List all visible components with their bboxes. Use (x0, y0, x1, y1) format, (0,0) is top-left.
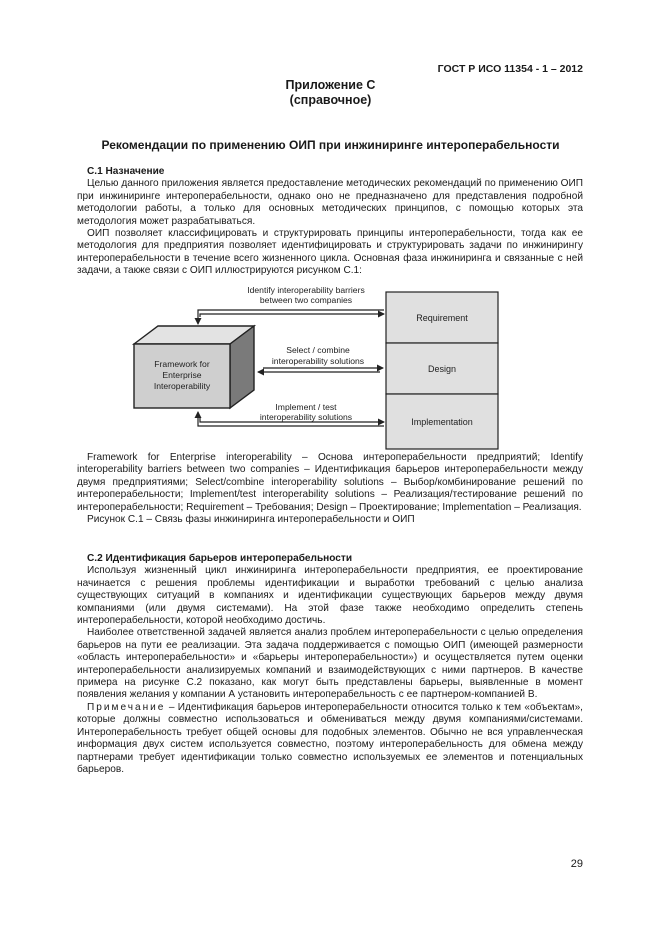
section-c2 (77, 553, 583, 776)
cube-label-line-2: Enterprise (162, 370, 202, 380)
arrow-identify-line-2: between two companies (259, 295, 353, 305)
cube-label-line-1: Framework for (154, 359, 210, 369)
c1-paragraph-1: Целью данного приложения является предоставление методических рекомендаций по применению ОИП при инжиниринге интероперабельности, однако оно не предназначено для представления подробной методологии работы, а только для основных методических принципов, с помощью которых эта методология может разрабатываться. (77, 178, 583, 227)
c2-heading: С.2 Идентификация барьеров интероперабельности (87, 553, 353, 564)
figure-legend: Framework for Enterprise interoperability – Основа интероперабельности предприятий; Identify interoperability barriers between two companies – Идентификация барьеров интероперабельности между двумя предприятиями; Select/combine interoperability solutions – Выбор/комбинирование решений по интероперабельности; Implement/test interoperability solutions – Реализация/тестирование решений по интероперабельности; Requirement – Требования; Design – Проектирование; Implementation – Реализация. (77, 452, 583, 513)
c2-paragraph-2: Наиболее ответственной задачей является анализ проблем интероперабельности с целью определения барьеров на пути ее реализации. Эта задача поддерживается с помощью ОИП (имеющей размерности «область интероперабельности» и «барьеры интероперабельности») и осуществляется путем оценки интероперабельности анализируемых компаний и взаимодействующих с ними партнеров. В качестве примера на рисунке С.2 показано, как могут быть представлены барьеры, выявленные в момент появления желания у компании А установить интероперабельность с ее партнером-компанией В. (77, 627, 583, 701)
page-number: 29 (570, 858, 583, 870)
phase-implementation-label: Implementation (411, 417, 473, 427)
appendix-title: Приложение С (285, 78, 376, 92)
c2-paragraph-1: Используя жизненный цикл инжиниринга интероперабельности предприятия, ее проектирование начинается с решения проблемы идентификации и выработки требований с целью анализа существующих ситуаций в компаниях и идентификации существующих барьеров между двумя компаниями (или двумя системами). На этой фазе также необходимо определить степень интероперабельности, которой необходимо достичь. (77, 565, 583, 627)
arrow-identify-line-1: Identify interoperability barriers (247, 285, 365, 295)
c1-paragraph-2: ОИП позволяет классифицировать и структурировать принципы интероперабельности, тогда как ее методология для предприятия позволяет идентифицировать и структурировать задачи по инжинирингу интероперабельности в течение всего жизненного цикла. Основная фаза инжиниринга и связанные с ней задачи, а также связи с ОИП иллюстрируются рисунком С.1: (77, 228, 583, 277)
figure-c1 (130, 284, 502, 456)
arrow-select-line-2: interoperability solutions (271, 356, 365, 366)
arrow-implement-line-2: interoperability solutions (259, 412, 353, 422)
phase-requirement-label: Requirement (416, 313, 468, 323)
c2-note (77, 702, 583, 776)
figure-legend-block (77, 452, 583, 526)
note-label: Примечание (87, 701, 166, 713)
cube-label-line-3: Interoperability (153, 381, 211, 391)
framework-cube (134, 326, 254, 408)
arrow-identify (198, 285, 384, 324)
c1-heading: С.1 Назначение (87, 166, 165, 177)
note-text: – Идентификация барьеров интероперабельности относится только к тем «объектам», которые должны совместно использоваться и обмениваться между двумя компаниями/системами. Интероперабельность требует общей основы для подобных элементов. Обычно не вся управленческая информация двух систем используется совместно, поэтому интероперабельность для обмена между партнерами требует идентификации только совместно используемых ее элементов и потенциальных барьеров. (77, 701, 583, 775)
figure-caption: Рисунок С.1 – Связь фазы инжиниринга интероперабельности и ОИП (87, 514, 415, 526)
arrow-implement-line-1: Implement / test (275, 402, 337, 412)
section-c1 (77, 166, 583, 278)
appendix-subtitle: (справочное) (289, 93, 372, 107)
arrow-select (258, 345, 383, 372)
standard-number: ГОСТ Р ИСО 11354 - 1 – 2012 (437, 63, 583, 75)
section-title: Рекомендации по применению ОИП при инжиниринге интероперабельности (101, 138, 560, 152)
arrow-select-line-1: Select / combine (286, 345, 350, 355)
phase-design-label: Design (427, 364, 457, 374)
phase-stack (386, 292, 498, 449)
